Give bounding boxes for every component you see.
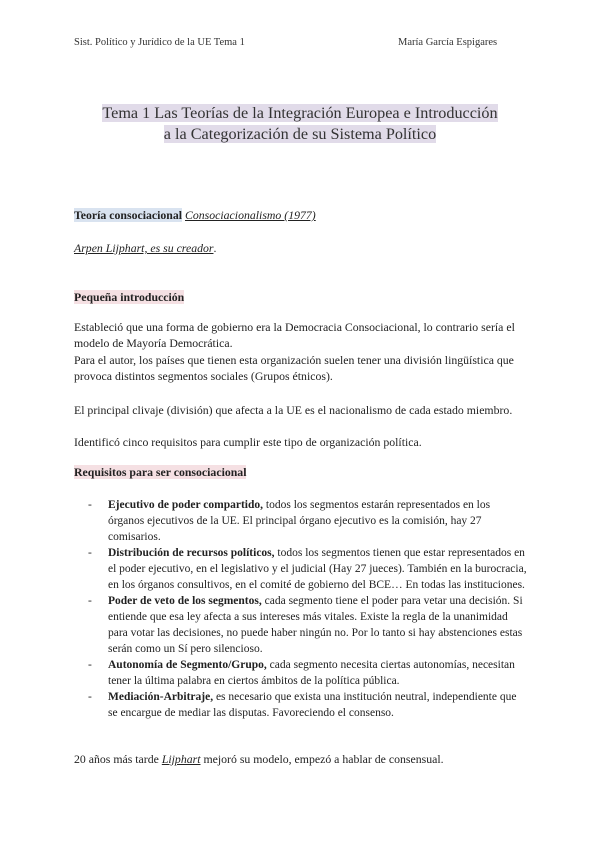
intro-paragraph-4: Identificó cinco requisitos para cumplir este tipo de organización política. [74, 435, 422, 449]
list-item [88, 689, 528, 721]
page-title [60, 103, 540, 145]
header-left: Sist. Político y Jurídico de la UE Tema 1 [74, 37, 245, 48]
bullet-dash: - [88, 547, 92, 559]
teoria-term: Consociacionalismo (1977) [184, 208, 316, 222]
bullet-dash: - [88, 499, 92, 511]
closing-after: mejoró su modelo, empezó a hablar de consensual. [200, 752, 444, 766]
item-term: Distribución de recursos políticos, [108, 547, 275, 559]
list-item [88, 545, 528, 593]
item-term: Poder de veto de los segmentos, [108, 595, 262, 607]
item-term: Mediación-Arbitraje, [108, 691, 214, 703]
requisitos-heading [74, 465, 246, 480]
teoria-label: Teoría consociacional [74, 208, 183, 222]
closing-line [74, 752, 444, 767]
item-text: todos los segmentos estarán representados en los órganos ejecutivos de la UE. El principal órgano ejecutivo es la comisión, hay 27 comisarios. [108, 499, 491, 543]
title-line-1: Tema 1 Las Teorías de la Integración Europea e Introducción [102, 104, 498, 122]
intro-heading [74, 290, 184, 305]
closing-before: 20 años más tarde [74, 752, 162, 766]
author-text: Arpen Lijphart, es su creador [74, 241, 214, 255]
item-term: Ejecutivo de poder compartido, [108, 499, 264, 511]
item-text: cada segmento necesita ciertas autonomías, necesitan tener la última palabra en ciertos ámbitos de la política pública. [108, 659, 515, 687]
list-item [88, 497, 528, 545]
list-item [88, 593, 528, 657]
intro-heading-text: Pequeña introducción [74, 290, 185, 304]
item-text: cada segmento tiene el poder para vetar una decisión. Si entiende que esa ley afecta a sus intereses más vitales. Existe la regla de la unanimidad para votar las decisiones, no puede haber ningún no. Por lo tanto si hay abstenciones estas serán como un Sí pero silencioso. [108, 595, 523, 655]
intro-paragraph-1: Estableció que una forma de gobierno era la Democracia Consociacional, lo contrario sería el modelo de Mayoría Democrática. [74, 320, 515, 350]
title-line-2: a la Categorización de su Sistema Político [163, 125, 437, 143]
intro-paragraph-3: El principal clivaje (división) que afecta a la UE es el nacionalismo de cada estado miembro. [74, 403, 513, 417]
item-term: Autonomía de Segmento/Grupo, [108, 659, 267, 671]
item-text: es necesario que exista una institución neutral, independiente que se encargue de mediar las disputas. Favoreciendo el consenso. [108, 691, 517, 719]
requisitos-list [88, 497, 528, 721]
intro-paragraph-2: Para el autor, los países que tienen esta organización suelen tener una división lingüística que provoca distintos segmentos sociales (Grupos étnicos). [74, 353, 514, 383]
closing-name: Lijphart [161, 752, 201, 766]
teoria-line [74, 208, 316, 223]
requisitos-heading-text: Requisitos para ser consociacional [74, 465, 247, 479]
list-item [88, 657, 528, 689]
bullet-dash: - [88, 691, 92, 703]
author-line [74, 241, 216, 256]
item-text: todos los segmentos tienen que estar representados en el poder ejecutivo, en el legislativo y el judicial (Hay 27 jueces). También en la burocracia, en los órganos consultivos, en el comité de gobierno del BCE… En todas las instituciones. [108, 547, 527, 591]
header-right: María García Espigares [398, 37, 498, 48]
author-period: . [213, 241, 217, 255]
bullet-dash: - [88, 659, 92, 671]
bullet-dash: - [88, 595, 92, 607]
